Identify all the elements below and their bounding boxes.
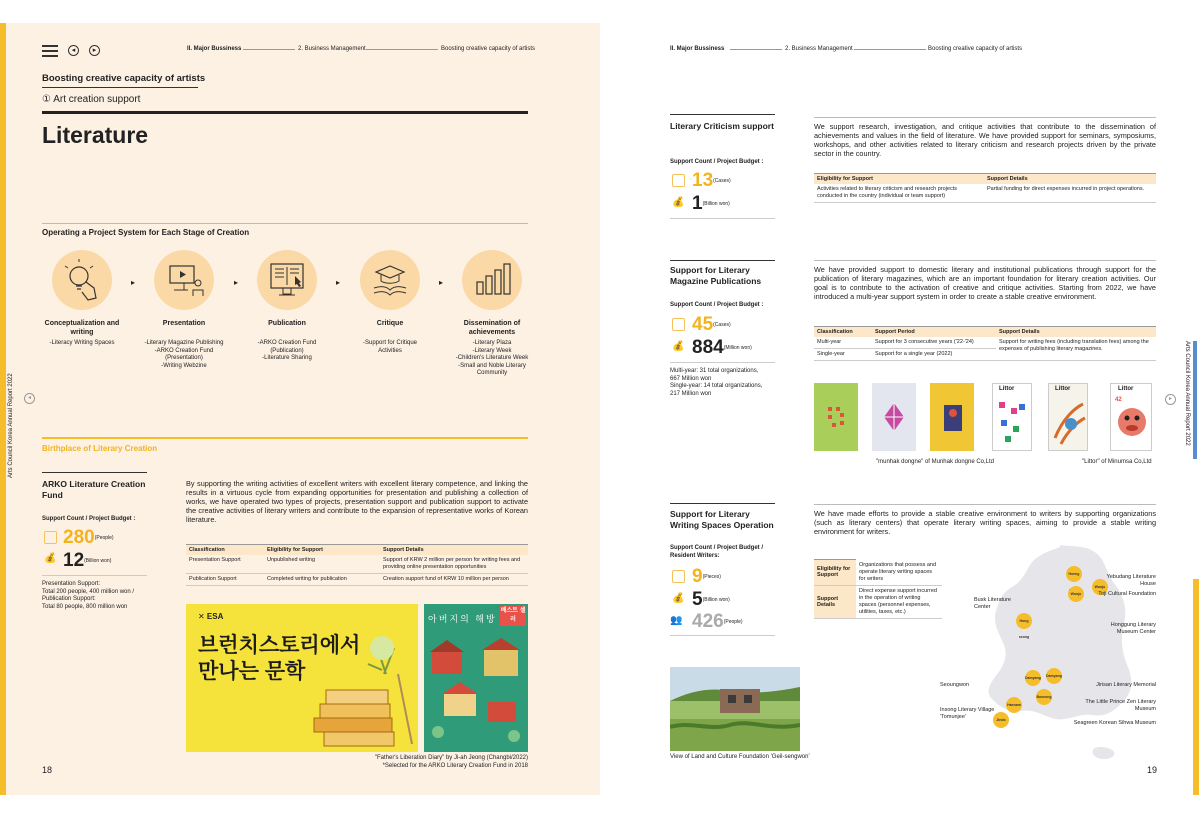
table-row xyxy=(814,560,942,586)
stage-title: Presentation xyxy=(162,320,206,327)
birthplace-heading: Birthplace of Literary Creation xyxy=(42,444,158,453)
magazine-count-value: 45 xyxy=(692,314,714,336)
stage-title: Conceptualization and writing xyxy=(44,320,120,336)
budget-label: Support Count / Project Budget : xyxy=(670,159,764,165)
budget-rule xyxy=(42,575,147,576)
map-node[interactable]: Damyang xyxy=(1046,668,1062,684)
budget-rule xyxy=(670,218,775,219)
spaces-count-unit: (Pieces) xyxy=(702,574,721,580)
map-label-toji: Toji Cultural Foundation xyxy=(1098,591,1156,597)
photo-caption: View of Land and Culture Foundation 'Geil-sengwon' xyxy=(670,754,810,760)
magazine-cover-lilac xyxy=(872,383,916,451)
magazine-title: Support for Literary Magazine Publications xyxy=(670,265,762,286)
criticism-table xyxy=(814,173,1156,203)
criticism-budget-unit: (Billion won) xyxy=(702,201,730,207)
stage-items: -Literacy Writing Spaces xyxy=(49,340,115,346)
magazine-count xyxy=(692,315,731,335)
map-node[interactable]: Jindo xyxy=(993,712,1009,728)
money-bag-icon: 💰 xyxy=(672,197,685,208)
table-header-row xyxy=(814,174,1156,185)
table-cell: Presentation Support xyxy=(186,555,264,574)
stage-circle-presentation xyxy=(154,250,214,310)
table-header: Eligibility for Support xyxy=(264,545,380,556)
birthplace-rule xyxy=(42,437,528,439)
spaces-title: Support for Literary Writing Spaces Operation xyxy=(670,509,774,530)
table-cell: Multi-year xyxy=(814,337,872,349)
book-stack-illustration xyxy=(306,634,418,752)
money-bag-icon: 💰 xyxy=(44,553,57,564)
table-cell: Support for writing fees (including translation fees) among the expenses of publishing literary magazines. xyxy=(996,337,1156,361)
banner-caption: "Father's Liberation Diary" by Ji-ah Jeong (Changbi/2022) xyxy=(374,755,528,761)
map-label-honggung: Honggung Literary Museum Center xyxy=(1110,622,1156,635)
stage-title: Critique xyxy=(376,320,404,327)
count-icon xyxy=(672,570,685,583)
littor-issue: 42 xyxy=(1115,397,1122,403)
stages-rule xyxy=(42,223,528,224)
prev-page-icon[interactable]: ◂ xyxy=(68,45,79,56)
count-icon xyxy=(672,318,685,331)
stage-items: -Literary Magazine Publishing -ARKO Creation Fund (Presentation) -Writing Webzine xyxy=(144,340,224,369)
breadcrumb-section: Boosting creative capacity of artists xyxy=(441,46,536,52)
table-header: Classification xyxy=(814,327,872,338)
criticism-desc-rule xyxy=(814,117,1156,118)
arko-table xyxy=(186,544,528,586)
stages-heading: Operating a Project System for Each Stage of Creation xyxy=(42,228,250,237)
table-header-row xyxy=(186,545,528,556)
land-culture-photo xyxy=(670,667,800,751)
criticism-title: Literary Criticism support xyxy=(670,121,774,131)
table-row xyxy=(814,337,1156,349)
right-edge-blue-bar xyxy=(1193,341,1197,459)
spaces-table xyxy=(814,559,942,619)
banner-text-line1: 브런치스토리에서 xyxy=(198,634,361,657)
page-title: Literature xyxy=(42,122,149,148)
menu-icon[interactable] xyxy=(42,45,58,57)
map-label-busk: Busk Literature Center xyxy=(974,597,1011,610)
spaces-people-unit: (People) xyxy=(723,619,743,625)
support-count-unit: (People) xyxy=(94,535,114,541)
breadcrumb-management: 2. Business Management xyxy=(298,46,366,52)
stage-items: -ARKO Creation Fund (Publication) -Literature Sharing xyxy=(257,340,317,361)
map-node[interactable]: Hoeng xyxy=(1066,566,1082,582)
budget-amount xyxy=(63,551,111,571)
table-row xyxy=(186,555,528,574)
budget-rule xyxy=(670,362,775,363)
littor-cover-2 xyxy=(1048,383,1088,451)
table-header: Classification xyxy=(186,545,264,556)
banner-logo: ✕ ESA xyxy=(198,612,224,621)
stage-circle-dissemination xyxy=(462,250,522,310)
breadcrumb-divider xyxy=(366,49,438,50)
spaces-count-value: 9 xyxy=(692,566,703,588)
left-edge-bar xyxy=(0,23,6,795)
table-header: Support Details xyxy=(996,327,1156,338)
map-label-seagreen: Seagreen Korean Sihwa Museum xyxy=(1073,720,1156,726)
breadcrumb-section: Boosting creative capacity of artists xyxy=(928,46,1023,52)
korea-map xyxy=(950,537,1162,763)
arrow-right-icon: ▸ xyxy=(234,278,239,287)
map-node[interactable]: Wonju xyxy=(1068,586,1084,602)
breadcrumb-divider xyxy=(854,49,926,50)
magazine-notes: Multi-year: 31 total organizations, 667 Million won Single-year: 14 total organizations, 217 Million won xyxy=(670,368,763,397)
spaces-people xyxy=(692,612,743,632)
banner-footnote: *Selected for the ARKO Literary Creation Fund in 2018 xyxy=(382,763,528,769)
map-node[interactable]: Hong seong xyxy=(1016,613,1032,629)
budget-label: Support Count / Project Budget : xyxy=(42,516,136,522)
magazine-cover-yellow xyxy=(930,383,974,451)
bar-chart-icon xyxy=(462,250,522,310)
table-cell: Single-year xyxy=(814,349,872,361)
spaces-description: We have made efforts to provide a stable creative environment to writers by supporting organizations (such as literary centers) that operate literary writing spaces, aiming to provide a stable writing environment for writers. xyxy=(814,509,1156,536)
criticism-count-unit: (Cases) xyxy=(713,178,731,184)
banner-text-line2: 만나는 문학 xyxy=(198,660,306,683)
right-page xyxy=(600,23,1199,795)
table-cell: Creation support fund of KRW 10 million per person xyxy=(380,574,528,586)
arrow-right-icon: ▸ xyxy=(131,278,136,287)
subsection-heading: ① Art creation support xyxy=(42,94,141,105)
book-cover-image xyxy=(424,604,528,752)
table-cell: Organizations that possess and operate literary writing spaces for writers xyxy=(856,560,942,586)
spaces-count xyxy=(692,567,721,587)
magazine-table xyxy=(814,326,1156,361)
spaces-label: Support Count / Project Budget / Resident Writers: xyxy=(670,545,763,559)
table-cell: Direct expense support incurred in the operation of writing spaces (personnel expenses, utilities, taxes, etc.) xyxy=(856,585,942,618)
breadcrumb-divider xyxy=(730,49,782,50)
magazine-count-unit: (Cases) xyxy=(713,322,731,328)
arko-rule xyxy=(42,472,147,473)
criticism-count xyxy=(692,171,731,191)
side-report-label: Arts Council Korea Annual Report 2022 xyxy=(8,373,14,478)
breadcrumb-management: 2. Business Management xyxy=(785,46,853,52)
breadcrumb-major: II. Major Bussiness xyxy=(187,46,242,52)
littor-cover-3 xyxy=(1110,383,1152,451)
stage-title: Publication xyxy=(268,320,306,327)
budget-rule xyxy=(670,635,775,636)
table-header-row xyxy=(814,327,1156,338)
map-node[interactable]: Damyang xyxy=(1025,670,1041,686)
prev-arrow-icon[interactable]: ◂ xyxy=(24,393,35,404)
section-underline xyxy=(42,87,198,88)
table-header: Support Details xyxy=(814,585,856,618)
table-row xyxy=(186,574,528,586)
table-cell: Support for a single year (2022) xyxy=(872,349,996,361)
lightbulb-hand-icon xyxy=(52,250,112,310)
table-cell: Publication Support xyxy=(186,574,264,586)
arrow-right-icon: ▸ xyxy=(439,278,444,287)
spaces-desc-rule xyxy=(814,504,1156,505)
map-label-seoungwon: Seoungwon xyxy=(940,682,970,688)
page-number-right: 19 xyxy=(1147,765,1158,775)
left-page xyxy=(0,23,600,795)
stage-title: Dissemination of achievements xyxy=(463,320,521,336)
next-arrow-icon[interactable]: ▸ xyxy=(1165,394,1176,405)
arrow-right-icon: ▸ xyxy=(336,278,341,287)
support-count-value: 280 xyxy=(63,527,95,549)
spaces-budget-unit: (Billion won) xyxy=(702,597,730,603)
arko-title: ARKO Literature Creation Fund xyxy=(42,479,146,500)
count-icon xyxy=(672,174,685,187)
stage-circle-conceptualization xyxy=(52,250,112,310)
arko-description: By supporting the writing activities of excellent writers with excellent literary competence, and linking the results in a virtuous cycle from expanding opportunities for presentation and publishing a collection of works, we have operated two types of projects, presentation support and publication support to activate the creative activities of literary writers and contribute to the expansion of representative works of Korean literature. xyxy=(186,479,528,524)
map-label-yebudang: Yebudang Literature House xyxy=(1106,574,1156,587)
stage-circle-critique xyxy=(360,250,420,310)
table-header: Eligibility for Support xyxy=(814,560,856,586)
money-bag-icon: 💰 xyxy=(672,593,685,604)
budget-label: Support Count / Project Budget : xyxy=(670,302,764,308)
magazine-budget-value: 884 xyxy=(692,337,724,359)
brunch-banner-image xyxy=(186,604,418,752)
littor-label: Littor xyxy=(1055,386,1071,392)
criticism-budget-value: 1 xyxy=(692,193,703,215)
table-cell: Support for 3 consecutive years ('22-'24) xyxy=(872,337,996,349)
breadcrumb-divider xyxy=(243,49,295,50)
book-monitor-icon xyxy=(257,250,317,310)
section-heading: Boosting creative capacity of artists xyxy=(42,73,206,84)
table-cell: Activities related to literary criticism and research projects conducted in the country (individual or team support) xyxy=(814,184,984,203)
magazine-cover-green xyxy=(814,383,858,451)
criticism-budget xyxy=(692,194,730,214)
spaces-rule xyxy=(670,503,775,504)
littor-label: Littor xyxy=(1118,386,1134,392)
stage-circle-publication xyxy=(257,250,317,310)
count-icon xyxy=(44,531,57,544)
table-row xyxy=(814,585,942,618)
table-header: Support Details xyxy=(380,545,528,556)
budget-amount-unit: (Billion won) xyxy=(84,558,112,564)
right-edge-yellow-bar xyxy=(1193,579,1199,795)
presentation-icon xyxy=(154,250,214,310)
magazine-description: We have provided support to domestic literary and institutional publications through support for the publication of literary magazines, which are an important foundation for literary creation activities. Our goal is to contribute to the activation of creative and critique activities. Starting from 2022, we have introduced a multi-year support system in order to create a stable creative environment. xyxy=(814,265,1156,301)
arko-notes: Presentation Support: Total 200 people, 400 million won / Publication Support: Total 80 people, 800 million won xyxy=(42,581,135,610)
criticism-count-value: 13 xyxy=(692,170,714,192)
table-row xyxy=(814,184,1156,203)
table-cell: Support of KRW 2 million per person for writing fees and providing online presentation opportunities xyxy=(380,555,528,574)
spaces-people-value: 426 xyxy=(692,611,724,633)
magazine-desc-rule xyxy=(814,260,1156,261)
map-label-prince: The Little Prince Zen Literary Museum xyxy=(1085,699,1156,712)
stage-items: -Support for Critique Activities xyxy=(362,340,418,354)
stage-items: -Literary Plaza -Literary Week -Children's Literature Week -Small and Noble Literary Community xyxy=(455,340,529,376)
people-icon: 👥 xyxy=(670,615,683,626)
table-header: Support Details xyxy=(984,174,1156,185)
map-node[interactable]: Haenam xyxy=(1006,697,1022,713)
map-label-insong: Insong Literary Village 'Tomunjee' xyxy=(940,707,995,720)
magazine-budget xyxy=(692,338,752,358)
title-rule xyxy=(42,111,528,114)
littor-label: Littor xyxy=(999,386,1015,392)
map-label-jirisan: Jirisan Literary Memorial xyxy=(1096,682,1156,688)
magazine-budget-unit: (Million won) xyxy=(723,345,752,351)
next-page-icon[interactable]: ▸ xyxy=(89,45,100,56)
magazine-caption-1: "munhak dongne" of Munhak dongne Co,Ltd xyxy=(876,459,995,465)
breadcrumb-major: II. Major Bussiness xyxy=(670,46,725,52)
spaces-budget xyxy=(692,590,730,610)
money-bag-icon: 💰 xyxy=(672,341,685,352)
map-node[interactable]: Wonju xyxy=(1092,579,1108,595)
book-cover-title: 아버지의 해방 xyxy=(428,614,497,624)
spaces-budget-value: 5 xyxy=(692,589,703,611)
support-count xyxy=(63,528,114,548)
table-header: Support Period xyxy=(872,327,996,338)
page-number-left: 18 xyxy=(42,765,53,775)
bestseller-badge: 베스트 셀러 xyxy=(500,606,526,626)
table-cell: Unpublished writing xyxy=(264,555,380,574)
magazine-caption-2: "Littor" of Minumsa Co,Ltd xyxy=(1082,459,1152,465)
magazine-rule xyxy=(670,260,775,261)
criticism-description: We support research, investigation, and critique activities that contribute to the dissemination of achievements and values in the field of literature. We have provided support for seminars, symposiums, workshops, and other activities related to literary criticism and research projects driven by the private sector in the country. xyxy=(814,122,1156,158)
book-cover-illustration xyxy=(424,632,528,752)
table-cell: Completed writing for publication xyxy=(264,574,380,586)
table-header: Eligibility for Support xyxy=(814,174,984,185)
criticism-rule xyxy=(670,114,775,115)
side-report-label: Arts Council Korea Annual Report 2022 xyxy=(1184,341,1190,446)
littor-cover-1 xyxy=(992,383,1032,451)
budget-amount-value: 12 xyxy=(63,550,85,572)
table-cell: Partial funding for direct expenses incurred in project operations. xyxy=(984,184,1156,203)
graduation-book-icon xyxy=(360,250,420,310)
map-node[interactable]: Boseong xyxy=(1036,689,1052,705)
